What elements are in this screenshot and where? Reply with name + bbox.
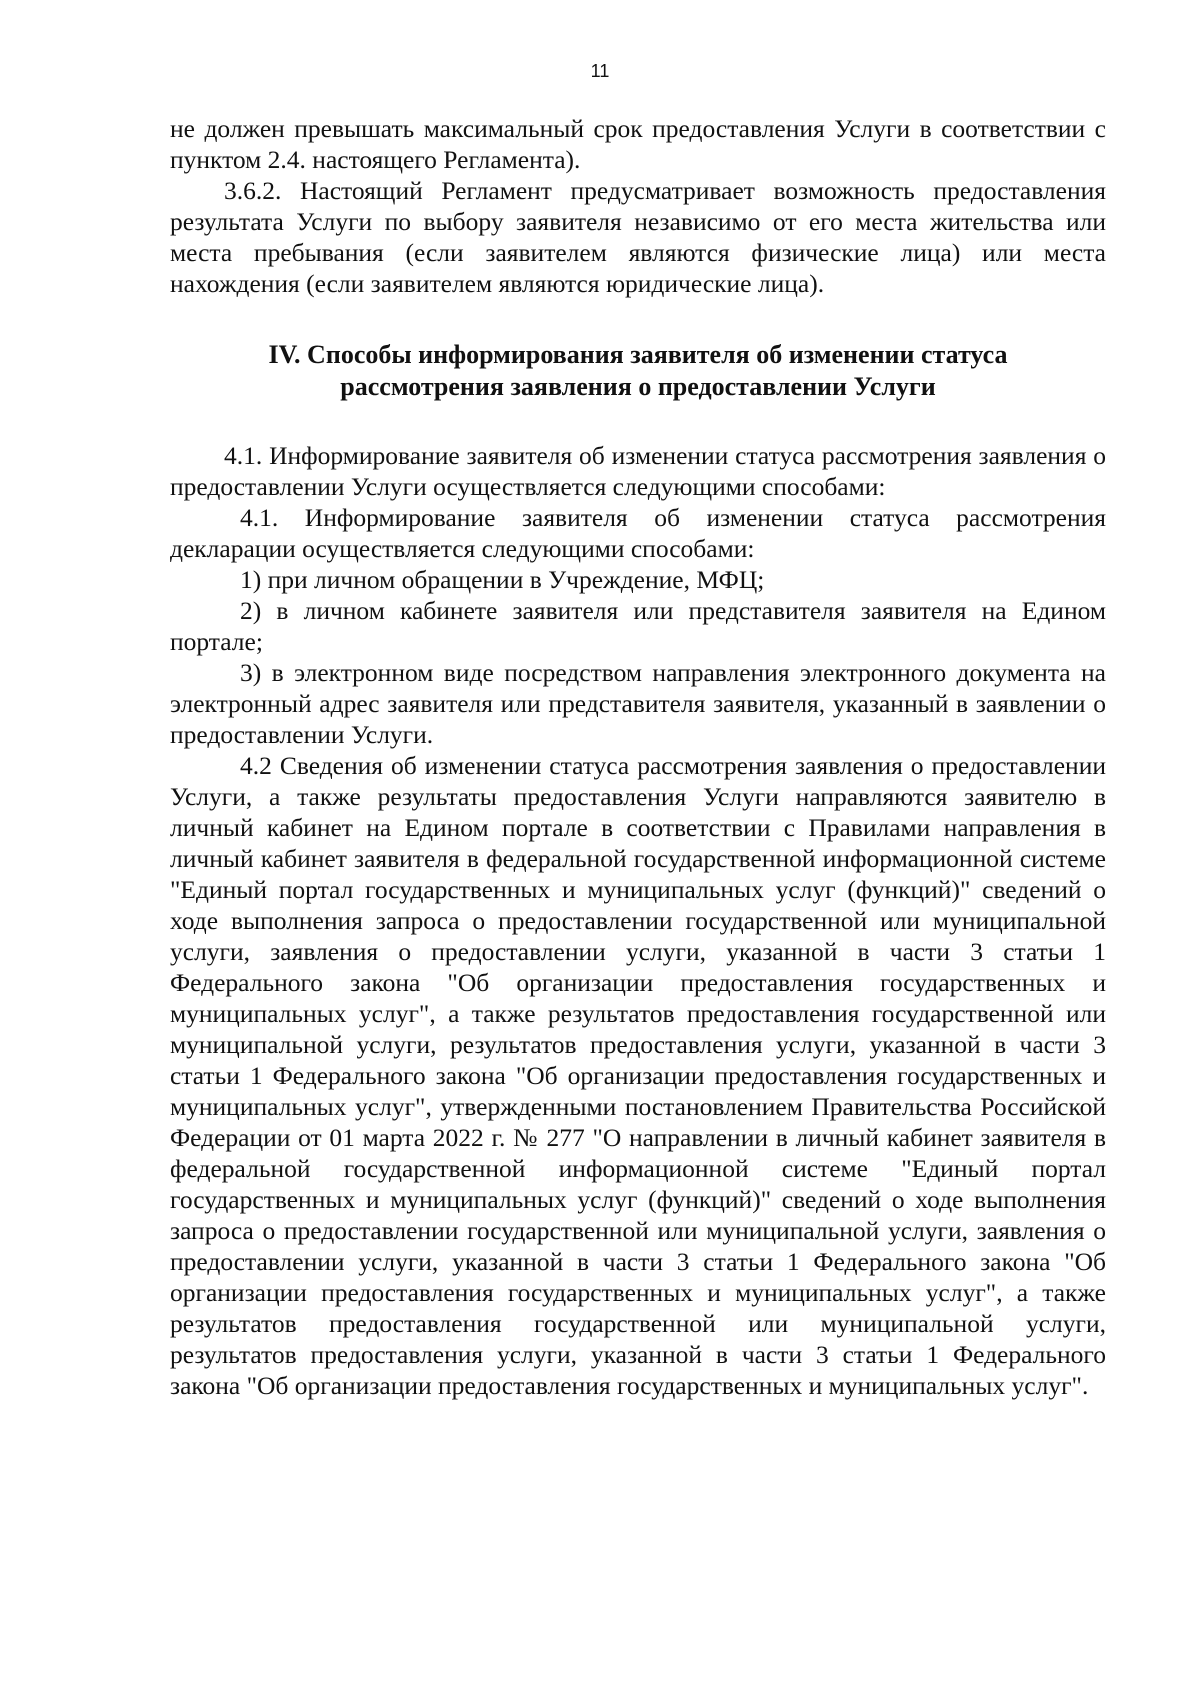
list-item-1: 1) при личном обращении в Учреждение, МФЦ; [240,565,765,594]
list-item-2: 2) в личном кабинете заявителя или представителя заявителя на Едином портале; [170,596,1106,656]
paragraph-4-1-b: 4.1. Информирование заявителя об изменении статуса рассмотрения декларации осуществляется следующими способами: [170,503,1106,563]
paragraph-4-2: 4.2 Сведения об изменении статуса рассмотрения заявления о предоставлении Услуги, а также результаты предоставления Услуги направляются заявителю в личный кабинет на Едином портале в соответствии с Правилами направления в личный кабинет заявителя в федеральной государственной информационной системе "Единый портал государственных и муниципальных услуг (функций)" сведений о ходе выполнения запроса о предоставлении государственной или муниципальной услуги, заявления о предоставлении услуги, указанной в части 3 статьи 1 Федерального закона "Об организации предоставления государственных и муниципальных услуг", а также результатов предоставления государственной или муниципальной услуги, результатов предоставления услуги, указанной в части 3 статьи 1 Федерального закона "Об организации предоставления государственных и муниципальных услуг", утвержденными постановлением Правительства Российской Федерации от 01 марта 2022 г. № 277 "О направлении в личный кабинет заявителя в федеральной государственной информационной системе "Единый портал государственных и муниципальных услуг (функций)" сведений о ходе выполнения запроса о предоставлении государственной или муниципальной услуги, заявления о предоставлении услуги, указанной в части 3 статьи 1 Федерального закона "Об организации предоставления государственных и муниципальных услуг", а также результатов предоставления государственной или муниципальной услуги, результатов предоставления услуги, указанной в части 3 статьи 1 Федерального закона "Об организации предоставления государственных и муниципальных услуг". [170,751,1106,1400]
paragraph-4-1-a: 4.1. Информирование заявителя об изменении статуса рассмотрения заявления о предоставлении Услуги осуществляется следующими способами: [170,441,1106,501]
page-number: 11 [590,61,610,81]
section-heading-line-1: IV. Способы информирования заявителя об изменении статуса [268,340,1008,369]
document-body [170,113,1106,1401]
section-heading-line-2: рассмотрения заявления о предоставлении Услуги [340,372,936,401]
paragraph-continuation: не должен превышать максимальный срок предоставления Услуги в соответствии с пунктом 2.4. настоящего Регламента). [170,114,1106,174]
list-item-3: 3) в электронном виде посредством направления электронного документа на электронный адрес заявителя или представителя заявителя, указанный в заявлении о предоставлении Услуги. [170,658,1106,749]
paragraph-3-6-2: 3.6.2. Настоящий Регламент предусматривает возможность предоставления результата Услуги по выбору заявителя независимо от его места жительства или места пребывания (если заявителем являются физические лица) или места нахождения (если заявителем являются юридические лица). [170,176,1106,298]
section-heading [170,339,1106,403]
